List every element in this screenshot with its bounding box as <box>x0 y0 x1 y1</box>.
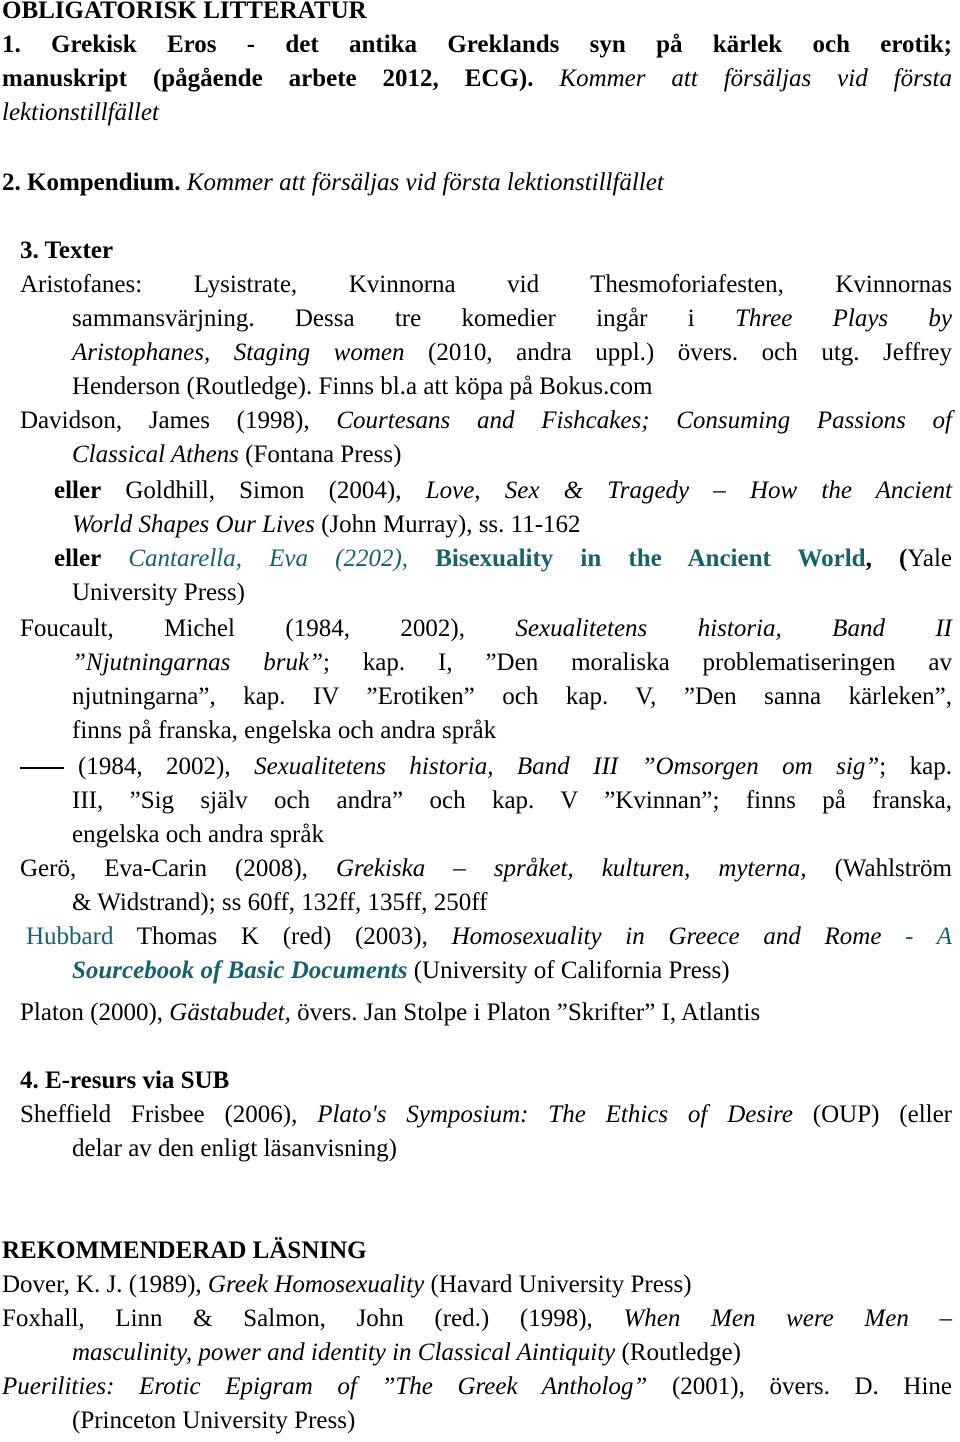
puerilities-line2: (Princeton University Press) <box>72 1407 356 1434</box>
goldhill-line2 <box>72 508 581 542</box>
cantarella-line2: University Press) <box>72 579 245 606</box>
foxhall-line1 <box>2 1302 952 1336</box>
hubbard-c: Homosexuality in Greece and Rome <box>451 923 882 950</box>
foxhall-l2a: masculinity, power and identity in Classical Aintiquity <box>72 1339 616 1366</box>
gero-l1c: (Wahlström <box>834 855 952 882</box>
aristofanes-l3a: Aristophanes, Staging women <box>72 339 405 366</box>
item2-italic: Kommer att försäljas vid första lektionstillfället <box>186 169 664 196</box>
goldhill-l1a: Goldhill, Simon (2004), <box>125 477 402 504</box>
aristofanes-l2b: Dessa tre komedier ingår i <box>294 305 695 332</box>
aristofanes-line3 <box>72 336 952 370</box>
item1-line1: 1. Grekisk Eros - det antika Greklands syn på kärlek och erotik; <box>2 31 952 58</box>
goldhill-l2a: World Shapes Our Lives <box>72 511 315 538</box>
foucault-line1 <box>20 612 952 646</box>
cantarella-a: Cantarella, Eva (2202), <box>128 545 409 572</box>
platon-a: Platon (2000), <box>20 999 164 1026</box>
gero-l1b: Grekiska – språket, kulturen, myterna, <box>335 855 807 882</box>
cantarella-eller: eller <box>54 545 102 572</box>
platon-c: övers. Jan Stolpe i Platon ”Skrifter” I, Atlantis <box>297 999 761 1026</box>
hubbard-line2 <box>72 954 730 988</box>
foucault-l1b: Sexualitetens historia, Band II <box>515 615 953 642</box>
foucault-line2 <box>72 646 952 680</box>
item1-line2 <box>2 62 952 96</box>
puerilities-l1b: (2001), övers. D. Hine <box>671 1373 953 1400</box>
hubbard-l2a: Sourcebook of Basic Documents <box>72 957 408 984</box>
sheffield-l1c: (OUP) (eller <box>812 1101 953 1128</box>
foucault-l2a: ”Njutningarnas bruk” <box>72 649 323 676</box>
foucault2-l1a: (1984, 2002), <box>78 753 231 780</box>
item3-heading: 3. Texter <box>20 237 114 264</box>
foucault2-line3: engelska och andra språk <box>72 821 324 848</box>
sheffield-line1 <box>20 1098 952 1132</box>
goldhill-l1b: Love, Sex & Tragedy – How the Ancient <box>425 477 953 504</box>
platon-b: Gästabudet, <box>169 999 291 1026</box>
goldhill-line1 <box>54 474 952 508</box>
gero-line1 <box>20 852 952 886</box>
hubbard-b: Thomas K (red) (2003), <box>136 923 428 950</box>
foucault-l2b: ; kap. I, ”Den moraliska problematiseringen av <box>322 649 952 676</box>
item2-bold: 2. Kompendium. <box>2 169 181 196</box>
foucault-line4: finns på franska, engelska och andra språk <box>72 717 497 744</box>
hubbard-line1 <box>26 920 952 954</box>
dover-a: Dover, K. J. (1989), <box>2 1271 202 1298</box>
gero-l1a: Gerö, Eva-Carin (2008), <box>20 855 308 882</box>
em-dash-rule <box>20 767 64 769</box>
goldhill-l2b: (John Murray), ss. 11-162 <box>321 511 581 538</box>
foucault2-line2: III, ”Sig själv och andra” och kap. V ”Kvinnan”; finns på franska, <box>72 787 952 814</box>
cantarella-line1 <box>54 542 952 576</box>
davidson-line1 <box>20 404 952 438</box>
cantarella-d: Yale <box>907 545 953 572</box>
platon-line <box>20 996 760 1030</box>
item1-line2-italic: Kommer att försäljas vid första <box>559 65 952 92</box>
aristofanes-line1: Aristofanes: Lysistrate, Kvinnorna vid Thesmoforiafesten, Kvinnornas <box>20 271 952 298</box>
aristofanes-line2 <box>72 302 952 336</box>
aristofanes-l2a: sammansvärjning. <box>72 305 255 332</box>
foucault2-line1 <box>20 750 952 784</box>
foxhall-l1a: Foxhall, Linn & Salmon, John (red.) (1998), <box>2 1305 593 1332</box>
sheffield-line2: delar av den enligt läsanvisning) <box>72 1135 397 1162</box>
aristofanes-line4: Henderson (Routledge). Finns bl.a att köpa på Bokus.com <box>72 373 653 400</box>
foxhall-l1b: When Men were Men – <box>623 1305 953 1332</box>
foxhall-line2 <box>72 1336 741 1370</box>
foxhall-l2b: (Routledge) <box>621 1339 741 1366</box>
foucault-l1a: Foucault, Michel (1984, 2002), <box>20 615 465 642</box>
sheffield-l1b: Plato's Symposium: The Ethics of Desire <box>317 1101 793 1128</box>
item1-line2-bold: manuskript (pågående arbete 2012, ECG). <box>2 65 534 92</box>
sheffield-l1a: Sheffield Frisbee (2006), <box>20 1101 298 1128</box>
hubbard-a: Hubbard <box>26 923 114 950</box>
foucault2-l1c: ; kap. <box>879 753 952 780</box>
dover-b: Greek Homosexuality <box>207 1271 425 1298</box>
puerilities-l1a: Puerilities: Erotic Epigram of ”The Greek Antholog” <box>2 1373 648 1400</box>
davidson-l2b: (Fontana Press) <box>245 441 402 468</box>
cantarella-b: Bisexuality in the Ancient World <box>435 545 866 572</box>
dover-c: (Havard University Press) <box>430 1271 692 1298</box>
item1-line3: lektionstillfället <box>2 99 159 126</box>
item2-line <box>2 166 664 200</box>
puerilities-line1 <box>2 1370 952 1404</box>
davidson-l1b: Courtesans and Fishcakes; Consuming Passions of <box>336 407 953 434</box>
foucault-line3: njutningarna”, kap. IV ”Erotiken” och kap. V, ”Den sanna kärleken”, <box>72 683 952 710</box>
aristofanes-l2c: Three Plays by <box>734 305 953 332</box>
davidson-l1a: Davidson, James (1998), <box>20 407 310 434</box>
section-heading-rekommenderad: REKOMMENDERAD LÄSNING <box>2 1237 367 1264</box>
davidson-l2a: Classical Athens <box>72 441 239 468</box>
goldhill-eller: eller <box>54 477 102 504</box>
hubbard-d: - A <box>905 923 952 950</box>
dover-line <box>2 1268 692 1302</box>
section-heading-obligatorisk: OBLIGATORISK LITTERATUR <box>2 0 367 24</box>
gero-line2: & Widstrand); ss 60ff, 132ff, 135ff, 250ff <box>72 889 488 916</box>
foucault2-l1b: Sexualitetens historia, Band III ”Omsorgen om sig” <box>254 753 880 780</box>
davidson-line2 <box>72 438 401 472</box>
hubbard-l2b: (University of California Press) <box>413 957 730 984</box>
cantarella-c: , ( <box>865 545 908 572</box>
item4-heading: 4. E-resurs via SUB <box>20 1067 230 1094</box>
aristofanes-l3b: (2010, andra uppl.) övers. och utg. Jeffrey <box>428 339 952 366</box>
